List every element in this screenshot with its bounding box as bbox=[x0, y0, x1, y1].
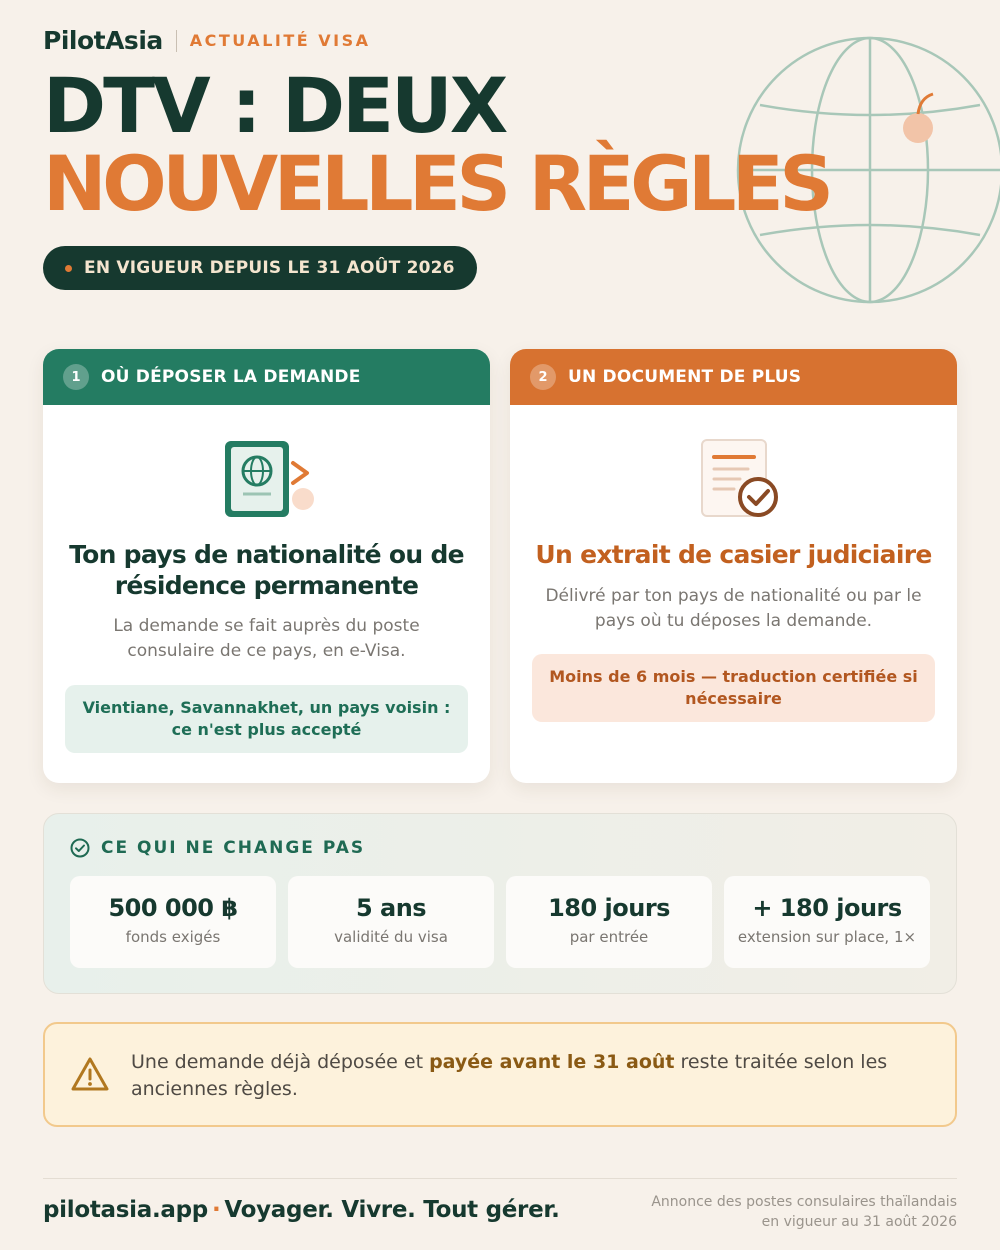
passport-globe-icon bbox=[217, 439, 317, 521]
stat-validity bbox=[288, 876, 494, 968]
card-title: Un extrait de casier judiciaire bbox=[535, 540, 932, 569]
stat-label: extension sur place, 1× bbox=[737, 928, 917, 946]
card-number: 2 bbox=[530, 364, 556, 390]
section-tag: ACTUALITÉ VISA bbox=[189, 31, 371, 50]
effective-date-badge bbox=[43, 246, 477, 290]
warning-text-end: reste traitée selon les anciennes règles. bbox=[131, 1051, 888, 1100]
document-check-icon bbox=[684, 439, 784, 521]
footer-separator: · bbox=[211, 1197, 221, 1223]
stat-label: validité du visa bbox=[334, 928, 448, 946]
footer-source-line2: en vigueur au 31 août 2026 bbox=[761, 1214, 957, 1230]
stat-funds bbox=[70, 876, 276, 968]
card-heading: OÙ DÉPOSER LA DEMANDE bbox=[101, 367, 361, 387]
card-note: Vientiane, Savannakhet, un pays voisin : ce n'est plus accepté bbox=[65, 685, 468, 753]
brand-logo: PilotAsia bbox=[43, 26, 163, 55]
card-header bbox=[43, 349, 490, 405]
headline-line1: DTV : DEUX bbox=[43, 61, 506, 150]
footer-divider bbox=[43, 1178, 957, 1179]
badge-text: EN VIGUEUR DEPUIS LE 31 AOÛT 2026 bbox=[84, 258, 455, 278]
stat-value: 5 ans bbox=[355, 894, 427, 922]
headline-line2: NOUVELLES RÈGLES bbox=[43, 139, 830, 228]
stat-label: fonds exigés bbox=[125, 928, 221, 946]
stat-value: 180 jours bbox=[548, 894, 670, 922]
footer-source-line1: Annonce des postes consulaires thaïlandais bbox=[651, 1194, 957, 1210]
footer-source bbox=[651, 1192, 957, 1232]
warning-text bbox=[131, 1049, 921, 1103]
footer-tagline bbox=[43, 1197, 560, 1223]
card-description: Délivré par ton pays de nationalité ou par le pays où tu déposes la demande. bbox=[545, 586, 922, 631]
stat-value: + 180 jours bbox=[752, 894, 902, 922]
stat-extension bbox=[724, 876, 930, 968]
warning-text-start: Une demande déjà déposée et bbox=[131, 1051, 430, 1073]
check-circle-icon bbox=[70, 838, 90, 858]
rule-card-where bbox=[43, 349, 490, 783]
rule-card-document bbox=[510, 349, 957, 783]
unchanged-section bbox=[43, 813, 957, 994]
warning-icon bbox=[71, 1056, 109, 1092]
card-heading: UN DOCUMENT DE PLUS bbox=[568, 367, 802, 387]
footer-slogan: Voyager. Vivre. Tout gérer. bbox=[224, 1197, 560, 1223]
stat-value: 500 000 ฿ bbox=[108, 894, 238, 922]
transition-warning bbox=[43, 1022, 957, 1127]
warning-highlight: payée avant le 31 août bbox=[429, 1051, 675, 1073]
unchanged-title: CE QUI NE CHANGE PAS bbox=[101, 838, 366, 858]
badge-dot bbox=[65, 265, 72, 272]
unchanged-header bbox=[70, 838, 365, 858]
stat-stay bbox=[506, 876, 712, 968]
brand-header bbox=[43, 26, 371, 55]
stat-label: par entrée bbox=[569, 928, 649, 946]
footer-site-link[interactable]: pilotasia.app bbox=[43, 1197, 208, 1223]
card-header bbox=[510, 349, 957, 405]
card-description: La demande se fait auprès du poste consulaire de ce pays, en e-Visa. bbox=[113, 616, 420, 661]
card-number: 1 bbox=[63, 364, 89, 390]
brand-divider bbox=[176, 30, 177, 52]
card-title: Ton pays de nationalité ou de résidence permanente bbox=[69, 540, 464, 600]
card-note: Moins de 6 mois — traduction certifiée si nécessaire bbox=[532, 654, 935, 722]
